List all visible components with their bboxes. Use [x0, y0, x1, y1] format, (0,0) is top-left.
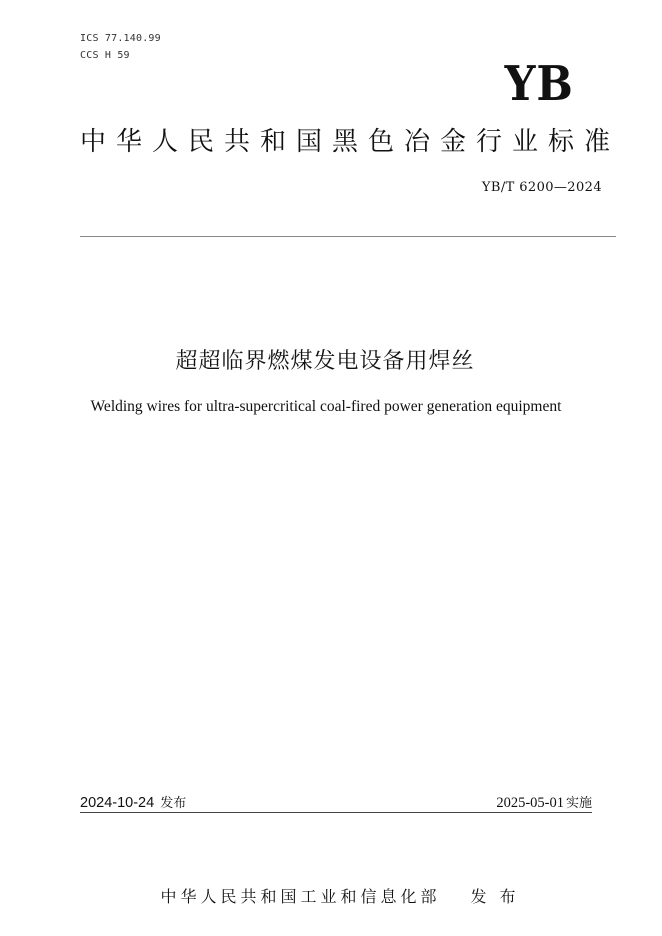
- document-title-chinese: 超超临界燃煤发电设备用焊丝: [175, 349, 475, 374]
- issue-date: 2024-10-24: [80, 795, 155, 811]
- issuer-line: [0, 884, 662, 907]
- implementation-date-block: [496, 792, 592, 812]
- implementation-date: 2025-05-01: [496, 795, 564, 811]
- ccs-code: CCS H 59: [80, 50, 130, 61]
- issuer-name: 中华人民共和国工业和信息化部: [160, 887, 441, 906]
- yb-logo: YB: [504, 56, 574, 112]
- header-divider: [80, 236, 616, 237]
- issue-date-label: 发布: [160, 796, 187, 811]
- issuer-action: 发 布: [470, 887, 520, 906]
- ics-code: ICS 77.140.99: [80, 33, 161, 44]
- document-title-english: Welding wires for ultra-supercritical coal-fired power generation equipment: [90, 398, 562, 415]
- date-row: [80, 792, 592, 813]
- standard-code: YB/T 6200—2024: [481, 180, 602, 195]
- implementation-date-label: 实施: [565, 796, 592, 811]
- issue-date-block: [80, 792, 186, 811]
- standard-category-title: 中华人民共和国黑色冶金行业标准: [80, 127, 621, 157]
